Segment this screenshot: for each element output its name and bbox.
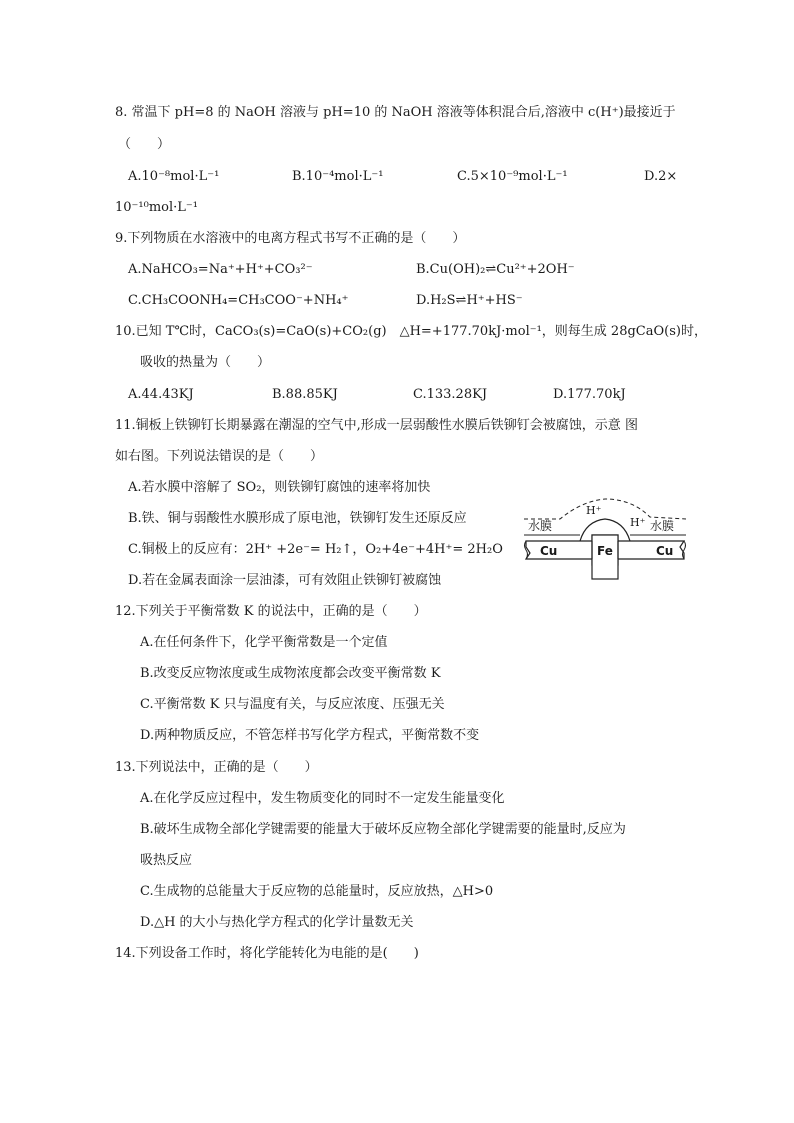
q10-option-a: A.44.43KJ bbox=[128, 387, 194, 402]
q8-stem-line1: 8. 常温下 pH=8 的 NaOH 溶液与 pH=10 的 NaOH 溶液等体积混合后,溶液中 c(H⁺)最接近于 bbox=[115, 105, 676, 120]
q13-option-d: D.△H 的大小与热化学方程式的化学计量数无关 bbox=[140, 915, 414, 930]
q10-option-b: B.88.85KJ bbox=[272, 387, 338, 402]
q13-stem: 13.下列说法中，正确的是（ ） bbox=[115, 760, 318, 775]
q8-option-a: A.10⁻⁸mol·L⁻¹ bbox=[128, 169, 220, 184]
q9-option-d: D.H₂S⇌H⁺+HS⁻ bbox=[416, 293, 523, 308]
q11-stem-line2: 如右图。下列说法错误的是（ ） bbox=[115, 449, 324, 464]
figure-label-hplus-left: H⁺ bbox=[586, 504, 602, 517]
q12-option-c: C.平衡常数 K 只与温度有关，与反应浓度、压强无关 bbox=[140, 697, 445, 712]
q12-stem: 12.下列关于平衡常数 K 的说法中，正确的是（ ） bbox=[115, 604, 427, 619]
q12-option-a: A.在任何条件下，化学平衡常数是一个定值 bbox=[140, 635, 388, 650]
q9-option-c: C.CH₃COONH₄=CH₃COO⁻+NH₄⁺ bbox=[128, 293, 349, 308]
q8-option-b: B.10⁻⁴mol·L⁻¹ bbox=[292, 169, 384, 184]
q8-stem-line2: （ ） bbox=[118, 137, 171, 152]
q9-option-a: A.NaHCO₃=Na⁺+H⁺+CO₃²⁻ bbox=[128, 262, 313, 277]
q10-option-c: C.133.28KJ bbox=[413, 387, 488, 402]
rivet-corrosion-figure bbox=[522, 495, 688, 587]
q13-option-b-line1: B.破坏生成物全部化学键需要的能量大于破坏反应物全部化学键需要的能量时,反应为 bbox=[140, 822, 626, 837]
q8-option-d: D.2× bbox=[644, 169, 678, 184]
figure-label-water-film-left: 水膜 bbox=[528, 519, 553, 533]
q11-option-d: D.若在金属表面涂一层油漆，可有效阻止铁铆钉被腐蚀 bbox=[128, 573, 442, 588]
q10-stem-line2: 吸收的热量为（ ） bbox=[140, 355, 271, 370]
q11-option-c: C.铜极上的反应有：2H⁺ +2e⁻= H₂↑，O₂+4e⁻+4H⁺= 2H₂O bbox=[128, 542, 503, 557]
figure-label-cu-left: Cu bbox=[540, 544, 558, 558]
q13-option-b-line2: 吸热反应 bbox=[140, 853, 193, 868]
q9-option-b: B.Cu(OH)₂⇌Cu²⁺+2OH⁻ bbox=[416, 262, 575, 277]
q14-stem: 14.下列设备工作时，将化学能转化为电能的是( ) bbox=[115, 946, 419, 961]
q11-option-a: A.若水膜中溶解了 SO₂，则铁铆钉腐蚀的速率将加快 bbox=[128, 480, 431, 495]
q13-option-a: A.在化学反应过程中，发生物质变化的同时不一定发生能量变化 bbox=[140, 791, 505, 806]
figure-label-hplus-right: H⁺ bbox=[630, 516, 646, 529]
q11-stem-line1: 11.铜板上铁铆钉长期暴露在潮湿的空气中,形成一层弱酸性水膜后铁铆钉会被腐蚀，示意 图 bbox=[115, 418, 638, 433]
figure-label-cu-right: Cu bbox=[656, 544, 674, 558]
q10-option-d: D.177.70kJ bbox=[553, 387, 626, 402]
q12-option-b: B.改变反应物浓度或生成物浓度都会改变平衡常数 K bbox=[140, 666, 441, 681]
q8-option-c: C.5×10⁻⁹mol·L⁻¹ bbox=[457, 169, 568, 184]
q11-option-b: B.铁、铜与弱酸性水膜形成了原电池，铁铆钉发生还原反应 bbox=[128, 511, 467, 526]
q13-option-c: C.生成物的总能量大于反应物的总能量时，反应放热，△H>0 bbox=[140, 884, 494, 899]
q12-option-d: D.两种物质反应，不管怎样书写化学方程式，平衡常数不变 bbox=[140, 728, 480, 743]
figure-label-water-film-right: 水膜 bbox=[650, 519, 675, 533]
q8-option-d-continued: 10⁻¹⁰mol·L⁻¹ bbox=[115, 200, 198, 215]
q10-stem-line1: 10.已知 T℃时，CaCO₃(s)=CaO(s)+CO₂(g) △H=+177.70kJ·mol⁻¹，则每生成 28gCaO(s)时， bbox=[115, 324, 707, 339]
figure-label-fe: Fe bbox=[597, 544, 613, 558]
q9-stem: 9.下列物质在水溶液中的电离方程式书写不正确的是（ ） bbox=[115, 231, 466, 246]
